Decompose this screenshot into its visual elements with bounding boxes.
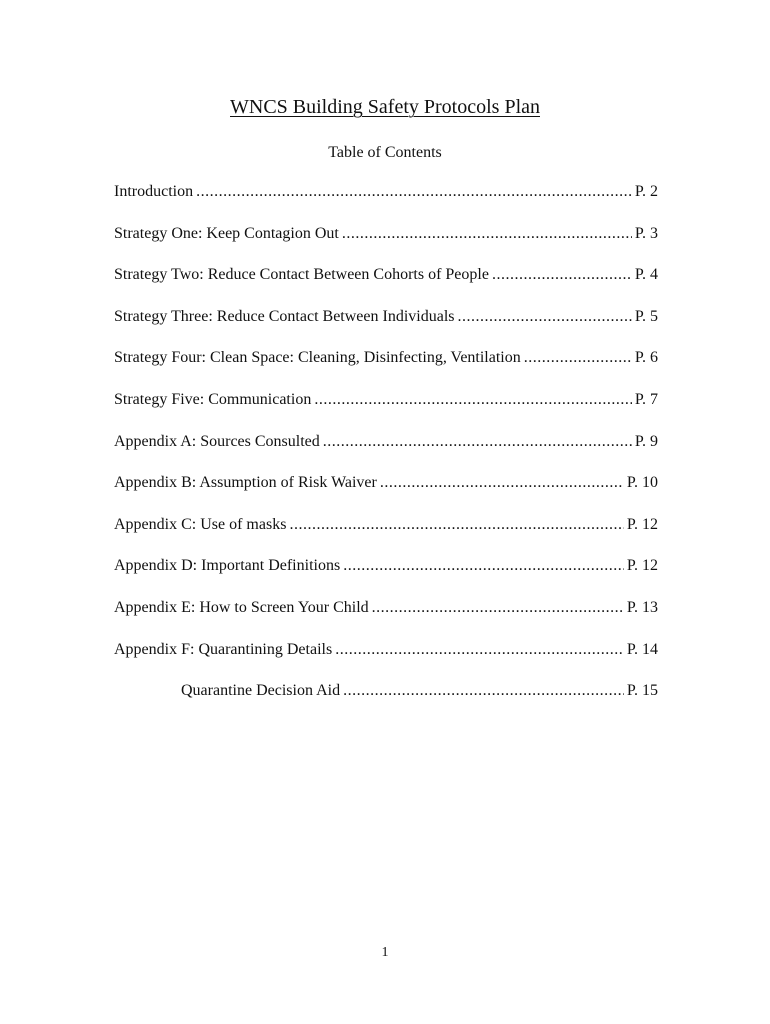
toc-entry-label: Appendix C: Use of masks	[114, 515, 287, 533]
dot-leader	[492, 265, 632, 285]
toc-entry-label: Strategy Three: Reduce Contact Between Individuals	[114, 307, 455, 325]
toc-entry-page: P. 10	[626, 474, 658, 492]
toc-entry-strategy-five[interactable]	[114, 390, 658, 432]
toc-entry-strategy-one[interactable]	[114, 224, 658, 266]
toc-entry-appendix-d[interactable]	[114, 556, 658, 598]
toc-entry-appendix-f[interactable]	[114, 640, 658, 682]
toc-entry-label: Appendix B: Assumption of Risk Waiver	[114, 474, 377, 492]
toc-entry-appendix-c[interactable]	[114, 515, 658, 557]
dot-leader	[524, 348, 632, 368]
toc-entry-label: Strategy Four: Clean Space: Cleaning, Disinfecting, Ventilation	[114, 349, 521, 367]
toc-entry-page: P. 14	[626, 640, 658, 658]
toc-entry-page: P. 5	[634, 307, 658, 325]
dot-leader	[343, 556, 624, 576]
dot-leader	[343, 681, 624, 701]
dot-leader	[323, 432, 632, 452]
toc-entry-appendix-b[interactable]	[114, 473, 658, 515]
toc-heading: Table of Contents	[328, 144, 442, 161]
toc-entry-page: P. 13	[626, 598, 658, 616]
toc-entry-label: Appendix F: Quarantining Details	[114, 640, 333, 658]
toc-entry-label: Strategy Five: Communication	[114, 390, 312, 408]
toc-entry-page: P. 12	[626, 515, 658, 533]
toc-entry-strategy-four[interactable]	[114, 348, 658, 390]
toc-entry-page: P. 4	[634, 266, 658, 284]
toc-entry-label: Appendix D: Important Definitions	[114, 557, 341, 575]
toc-entry-page: P. 7	[634, 390, 658, 408]
dot-leader	[372, 598, 624, 618]
toc-entry-page: P. 6	[634, 349, 658, 367]
dot-leader	[335, 640, 624, 660]
page-number: 1	[381, 945, 389, 960]
dot-leader	[380, 473, 624, 493]
dot-leader	[196, 182, 632, 202]
toc-entry-label: Strategy One: Keep Contagion Out	[114, 224, 339, 242]
toc-entry-page: P. 15	[626, 682, 658, 700]
toc-entry-page: P. 9	[634, 432, 658, 450]
toc-entry-label: Introduction	[114, 183, 194, 200]
toc-entry-introduction[interactable]	[114, 182, 658, 224]
toc-entry-label: Appendix E: How to Screen Your Child	[114, 598, 369, 616]
dot-leader	[314, 390, 632, 410]
toc-entry-appendix-a[interactable]	[114, 432, 658, 474]
dot-leader	[342, 224, 632, 244]
dot-leader	[458, 307, 632, 327]
toc-entry-page: P. 3	[634, 224, 658, 242]
table-of-contents	[114, 182, 658, 723]
document-title: WNCS Building Safety Protocols Plan	[230, 96, 540, 118]
toc-entry-appendix-e[interactable]	[114, 598, 658, 640]
toc-entry-quarantine-decision-aid[interactable]	[114, 681, 658, 723]
toc-entry-label: Appendix A: Sources Consulted	[114, 432, 320, 450]
toc-entry-label: Strategy Two: Reduce Contact Between Cohorts of People	[114, 266, 489, 284]
dot-leader	[289, 515, 623, 535]
toc-entry-strategy-three[interactable]	[114, 307, 658, 349]
toc-entry-page: P. 2	[634, 183, 658, 200]
toc-entry-page: P. 12	[626, 557, 658, 575]
toc-entry-label: Quarantine Decision Aid	[181, 682, 341, 700]
toc-entry-strategy-two[interactable]	[114, 265, 658, 307]
